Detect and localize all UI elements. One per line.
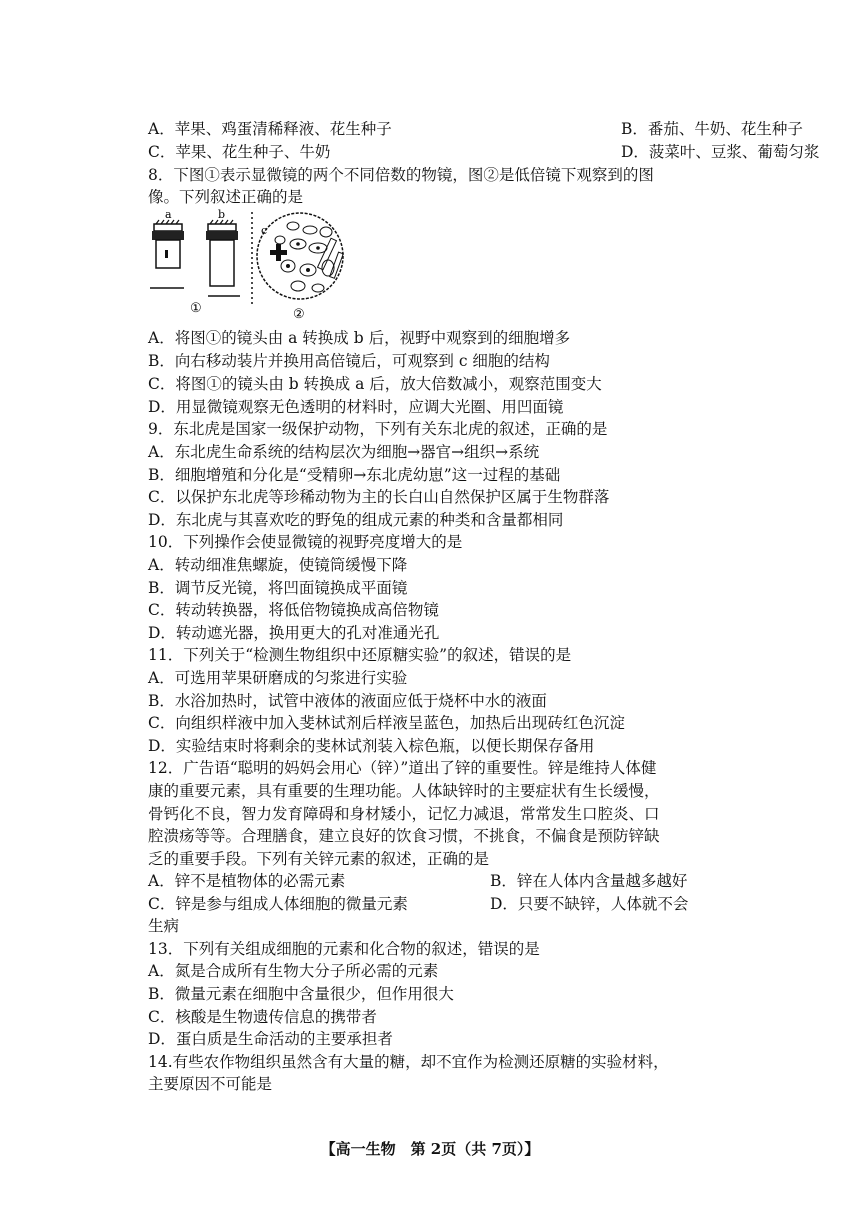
objective-lens-a-icon [150, 220, 184, 288]
q11-option-d: D．实验结束时将剩余的斐林试剂装入棕色瓶，以便长期保存备用 [148, 737, 595, 755]
q8-option-b: B．向右移动装片并换用高倍镜后，可观察到 c 细胞的结构 [148, 352, 550, 370]
q12-option-d: D．只要不缺锌，人体就不会 [490, 895, 689, 913]
q7-option-a: A．苹果、鸡蛋清稀释液、花生种子 [148, 120, 392, 138]
page-footer: 【高一生物 第 2页（共 7页）】 [320, 1140, 540, 1158]
q9-option-c: C．以保护东北虎等珍稀动物为主的长白山自然保护区属于生物群落 [148, 488, 610, 506]
q8-option-d: D．用显微镜观察无色透明的材料时，应调大光圈、用凹面镜 [148, 398, 564, 416]
q8-option-c: C．将图①的镜头由 b 转换成 a 后，放大倍数减小，观察范围变大 [148, 375, 602, 393]
q10-stem: 10．下列操作会使显微镜的视野亮度增大的是 [148, 533, 463, 551]
q13-option-d: D．蛋白质是生命活动的主要承担者 [148, 1030, 393, 1048]
q7-option-b: B．番茄、牛奶、花生种子 [621, 120, 803, 138]
q12-options-row-1 [148, 870, 688, 892]
q7-option-d: D．菠菜叶、豆浆、葡萄匀浆 [621, 143, 820, 161]
q12-options-row-2 [148, 893, 689, 915]
objective-lens-b-icon [206, 220, 240, 296]
q7-options-row-1 [148, 118, 803, 140]
microscope-field-of-view [257, 213, 343, 299]
q12-stem-line-3: 骨钙化不良，智力发育障碍和身材矮小，记忆力减退，常常发生口腔炎、口 [148, 805, 660, 823]
q12-option-a: A．锌不是植物体的必需元素 [148, 872, 346, 890]
q11-stem: 11．下列关于“检测生物组织中还原糖实验”的叙述，错误的是 [148, 646, 572, 664]
q11-option-b: B．水浴加热时，试管中液体的液面应低于烧杯中水的液面 [148, 692, 547, 710]
q14-stem-line-1: 14.有些农作物组织虽然含有大量的糖，却不宜作为检测还原糖的实验材料， [148, 1053, 669, 1071]
label-c: c [261, 224, 268, 237]
q12-option-d-continued: 生病 [148, 917, 180, 935]
q9-option-a: A．东北虎生命系统的结构层次为细胞→器官→组织→系统 [148, 443, 540, 461]
q10-option-a: A．转动细准焦螺旋，使镜筒缓慢下降 [148, 556, 408, 574]
label-a: a [165, 208, 172, 221]
q12-stem-line-4: 腔溃疡等等。合理膳食，建立良好的饮食习惯，不挑食，不偏食是预防锌缺 [148, 827, 660, 845]
q12-stem-line-5: 乏的重要手段。下列有关锌元素的叙述，正确的是 [148, 850, 490, 868]
q12-option-c: C．锌是参与组成人体细胞的微量元素 [148, 895, 408, 913]
q8-stem-line-1: 8．下图①表示显微镜的两个不同倍数的物镜，图②是低倍镜下观察到的图 [148, 166, 654, 184]
q9-stem: 9．东北虎是国家一级保护动物，下列有关东北虎的叙述，正确的是 [148, 420, 608, 438]
q10-option-b: B．调节反光镜，将凹面镜换成平面镜 [148, 579, 408, 597]
q13-stem: 13．下列有关组成细胞的元素和化合物的叙述，错误的是 [148, 940, 540, 958]
microscope-figure-svg [148, 208, 358, 324]
q13-option-a: A．氮是合成所有生物大分子所必需的元素 [148, 962, 439, 980]
q7-options-row-2 [148, 141, 820, 163]
label-b: b [218, 208, 226, 221]
q10-option-d: D．转动遮光器，换用更大的孔对准通光孔 [148, 624, 440, 642]
q14-stem-line-2: 主要原因不可能是 [148, 1075, 273, 1093]
q12-stem-line-2: 康的重要元素，具有重要的生理功能。人体缺锌时的主要症状有生长缓慢， [148, 782, 660, 800]
q9-option-d: D．东北虎与其喜欢吃的野兔的组成元素的种类和含量都相同 [148, 511, 564, 529]
q11-option-c: C．向组织样液中加入斐林试剂后样液呈蓝色，加热后出现砖红色沉淀 [148, 714, 625, 732]
q8-option-a: A．将图①的镜头由 a 转换成 b 后，视野中观察到的细胞增多 [148, 329, 571, 347]
q11-option-a: A．可选用苹果研磨成的匀浆进行实验 [148, 669, 408, 687]
q13-option-c: C．核酸是生物遗传信息的携带者 [148, 1008, 377, 1026]
q7-option-c: C．苹果、花生种子、牛奶 [148, 143, 331, 161]
q9-option-b: B．细胞增殖和分化是“受精卵→东北虎幼崽”这一过程的基础 [148, 466, 561, 484]
microscope-figure [148, 208, 358, 324]
q10-option-c: C．转动转换器，将低倍物镜换成高倍物镜 [148, 601, 439, 619]
q12-option-b: B．锌在人体内含量越多越好 [490, 872, 688, 890]
q12-stem-line-1: 12．广告语“聪明的妈妈会用心（锌）”道出了锌的重要性。锌是维持人体健 [148, 759, 657, 777]
label-figure-2: ② [293, 307, 305, 322]
q13-option-b: B．微量元素在细胞中含量很少，但作用很大 [148, 985, 454, 1003]
q8-stem-line-2: 像。下列叙述正确的是 [148, 188, 304, 206]
label-figure-1: ① [190, 301, 202, 316]
